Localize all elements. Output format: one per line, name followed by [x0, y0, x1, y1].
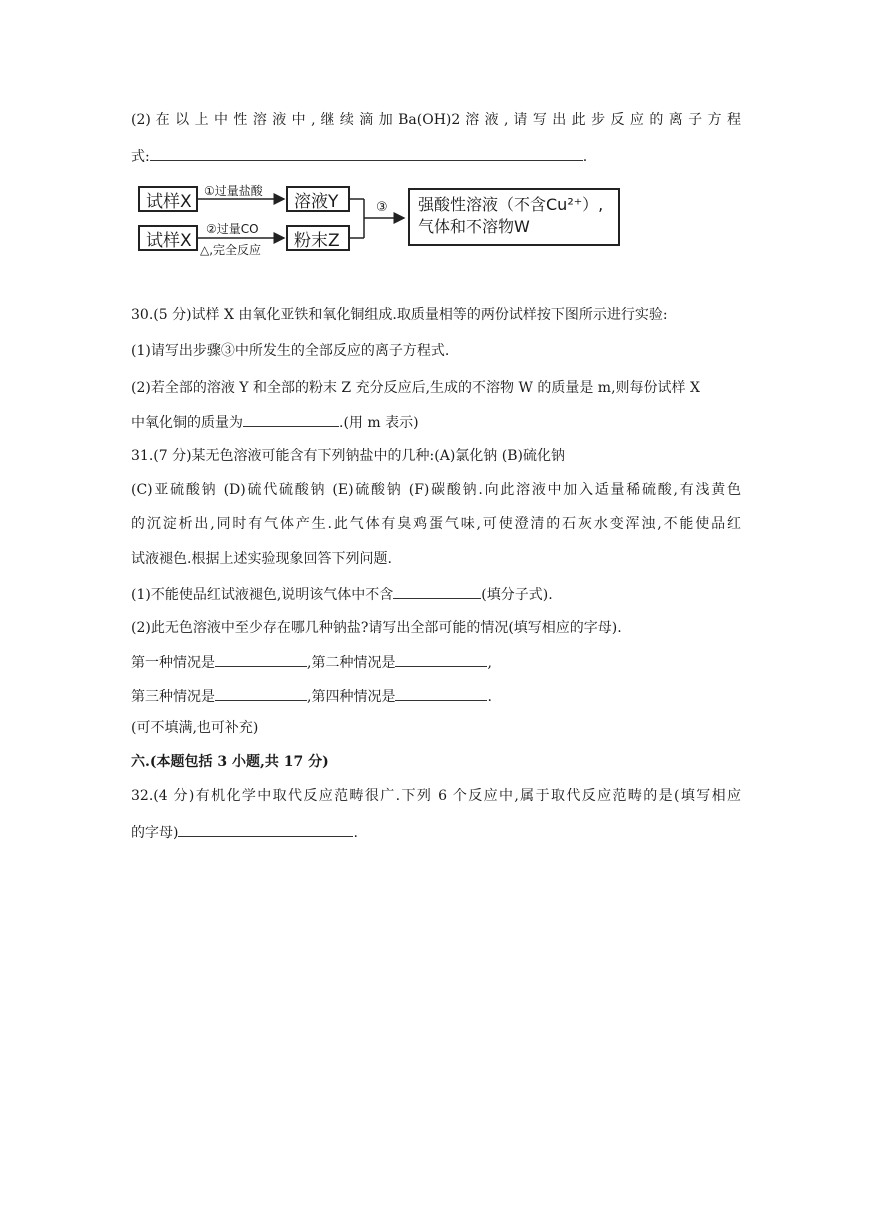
q32-line2-suffix: .: [353, 825, 358, 841]
q31-line6: (2)此无色溶液中至少存在哪几种钠盐?请写出全部可能的情况(填写相应的字母).: [131, 620, 622, 636]
q31-case2-blank[interactable]: [395, 652, 487, 667]
q29-part2-line1: (2) 在 以 上 中 性 溶 液 中 , 继 续 滴 加 Ba(OH)2 溶 液 , 请 写 出 此 步 反 应 的 离 子 方 程: [131, 112, 741, 128]
section6-heading: 六.(本题包括 3 小题,共 17 分): [131, 754, 329, 770]
label-step3: ③: [376, 200, 388, 215]
result-line2: 气体和不溶物W: [418, 217, 530, 236]
q31-gas-blank[interactable]: [393, 584, 481, 599]
q31-case2-label: ,第二种情况是: [307, 655, 396, 671]
box-sample-x-top: 试样X: [138, 186, 198, 212]
q30-line4: [131, 412, 419, 433]
q31-case4-label: ,第四种情况是: [307, 689, 396, 705]
q29-answer-blank[interactable]: [150, 146, 583, 161]
q32-line1: 32.(4 分)有机化学中取代反应范畴很广.下列 6 个反应中,属于取代反应范畴的是(填写相应: [131, 788, 741, 804]
box-solution-y: 溶液Y: [286, 186, 350, 212]
q29-part2-line2: [131, 146, 587, 167]
q31-case1-label: 第一种情况是: [131, 655, 215, 671]
q31-line8-end: .: [487, 689, 492, 705]
box-powder-z: 粉末Z: [286, 225, 350, 251]
q30-answer-blank[interactable]: [243, 412, 339, 427]
q31-case4-blank[interactable]: [395, 686, 487, 701]
q32-line2: [131, 822, 358, 843]
q31-line1: 31.(7 分)某无色溶液可能含有下列钠盐中的几种:(A)氯化钠 (B)硫化钠: [131, 448, 565, 464]
q32-answer-blank[interactable]: [178, 822, 353, 837]
box-result: [408, 188, 620, 246]
q31-line5-prefix: (1)不能使品红试液褪色,说明该气体中不含: [131, 587, 394, 603]
q29-part2-prefix: 式:: [131, 149, 150, 165]
q31-case1-blank[interactable]: [215, 652, 307, 667]
label-step2-top: ②过量CO: [206, 222, 259, 236]
q31-line5: [131, 584, 553, 605]
q31-line8: [131, 686, 492, 707]
q31-line3: 的沉淀析出,同时有气体产生.此气体有臭鸡蛋气味,可使澄清的石灰水变浑浊,不能使品红: [131, 516, 741, 532]
q30-line2: (1)请写出步骤③中所发生的全部反应的离子方程式.: [131, 343, 450, 359]
q31-line7: [131, 652, 492, 673]
experiment-flow-diagram: [138, 182, 620, 278]
q30-line4-prefix: 中氧化铜的质量为: [131, 415, 243, 431]
q31-case3-label: 第三种情况是: [131, 689, 215, 705]
q29-part2-suffix: .: [582, 149, 588, 165]
q30-line1: 30.(5 分)试样 X 由氧化亚铁和氧化铜组成.取质量相等的两份试样按下图所示进行实验:: [131, 307, 668, 323]
q32-line2-prefix: 的字母): [131, 825, 179, 841]
label-step2-bottom: △,完全反应: [200, 243, 262, 257]
q31-line7-end: ,: [487, 655, 492, 671]
q30-line3: (2)若全部的溶液 Y 和全部的粉末 Z 充分反应后,生成的不溶物 W 的质量是 m,则每份试样 X: [131, 380, 700, 396]
q31-line9: (可不填满,也可补充): [131, 720, 259, 736]
q31-line4: 试液褪色.根据上述实验现象回答下列问题.: [131, 551, 392, 567]
result-line1: 强酸性溶液（不含Cu²⁺）,: [418, 195, 604, 214]
q31-line5-suffix: (填分子式).: [481, 587, 553, 603]
label-step1: ①过量盐酸: [204, 184, 263, 198]
q31-case3-blank[interactable]: [215, 686, 307, 701]
box-sample-x-bottom: 试样X: [138, 225, 198, 251]
q31-line2: (C)亚硫酸钠 (D)硫代硫酸钠 (E)硫酸钠 (F)碳酸钠.向此溶液中加入适量稀硫酸,有浅黄色: [131, 482, 741, 498]
q30-line4-suffix: .(用 m 表示): [339, 415, 419, 431]
